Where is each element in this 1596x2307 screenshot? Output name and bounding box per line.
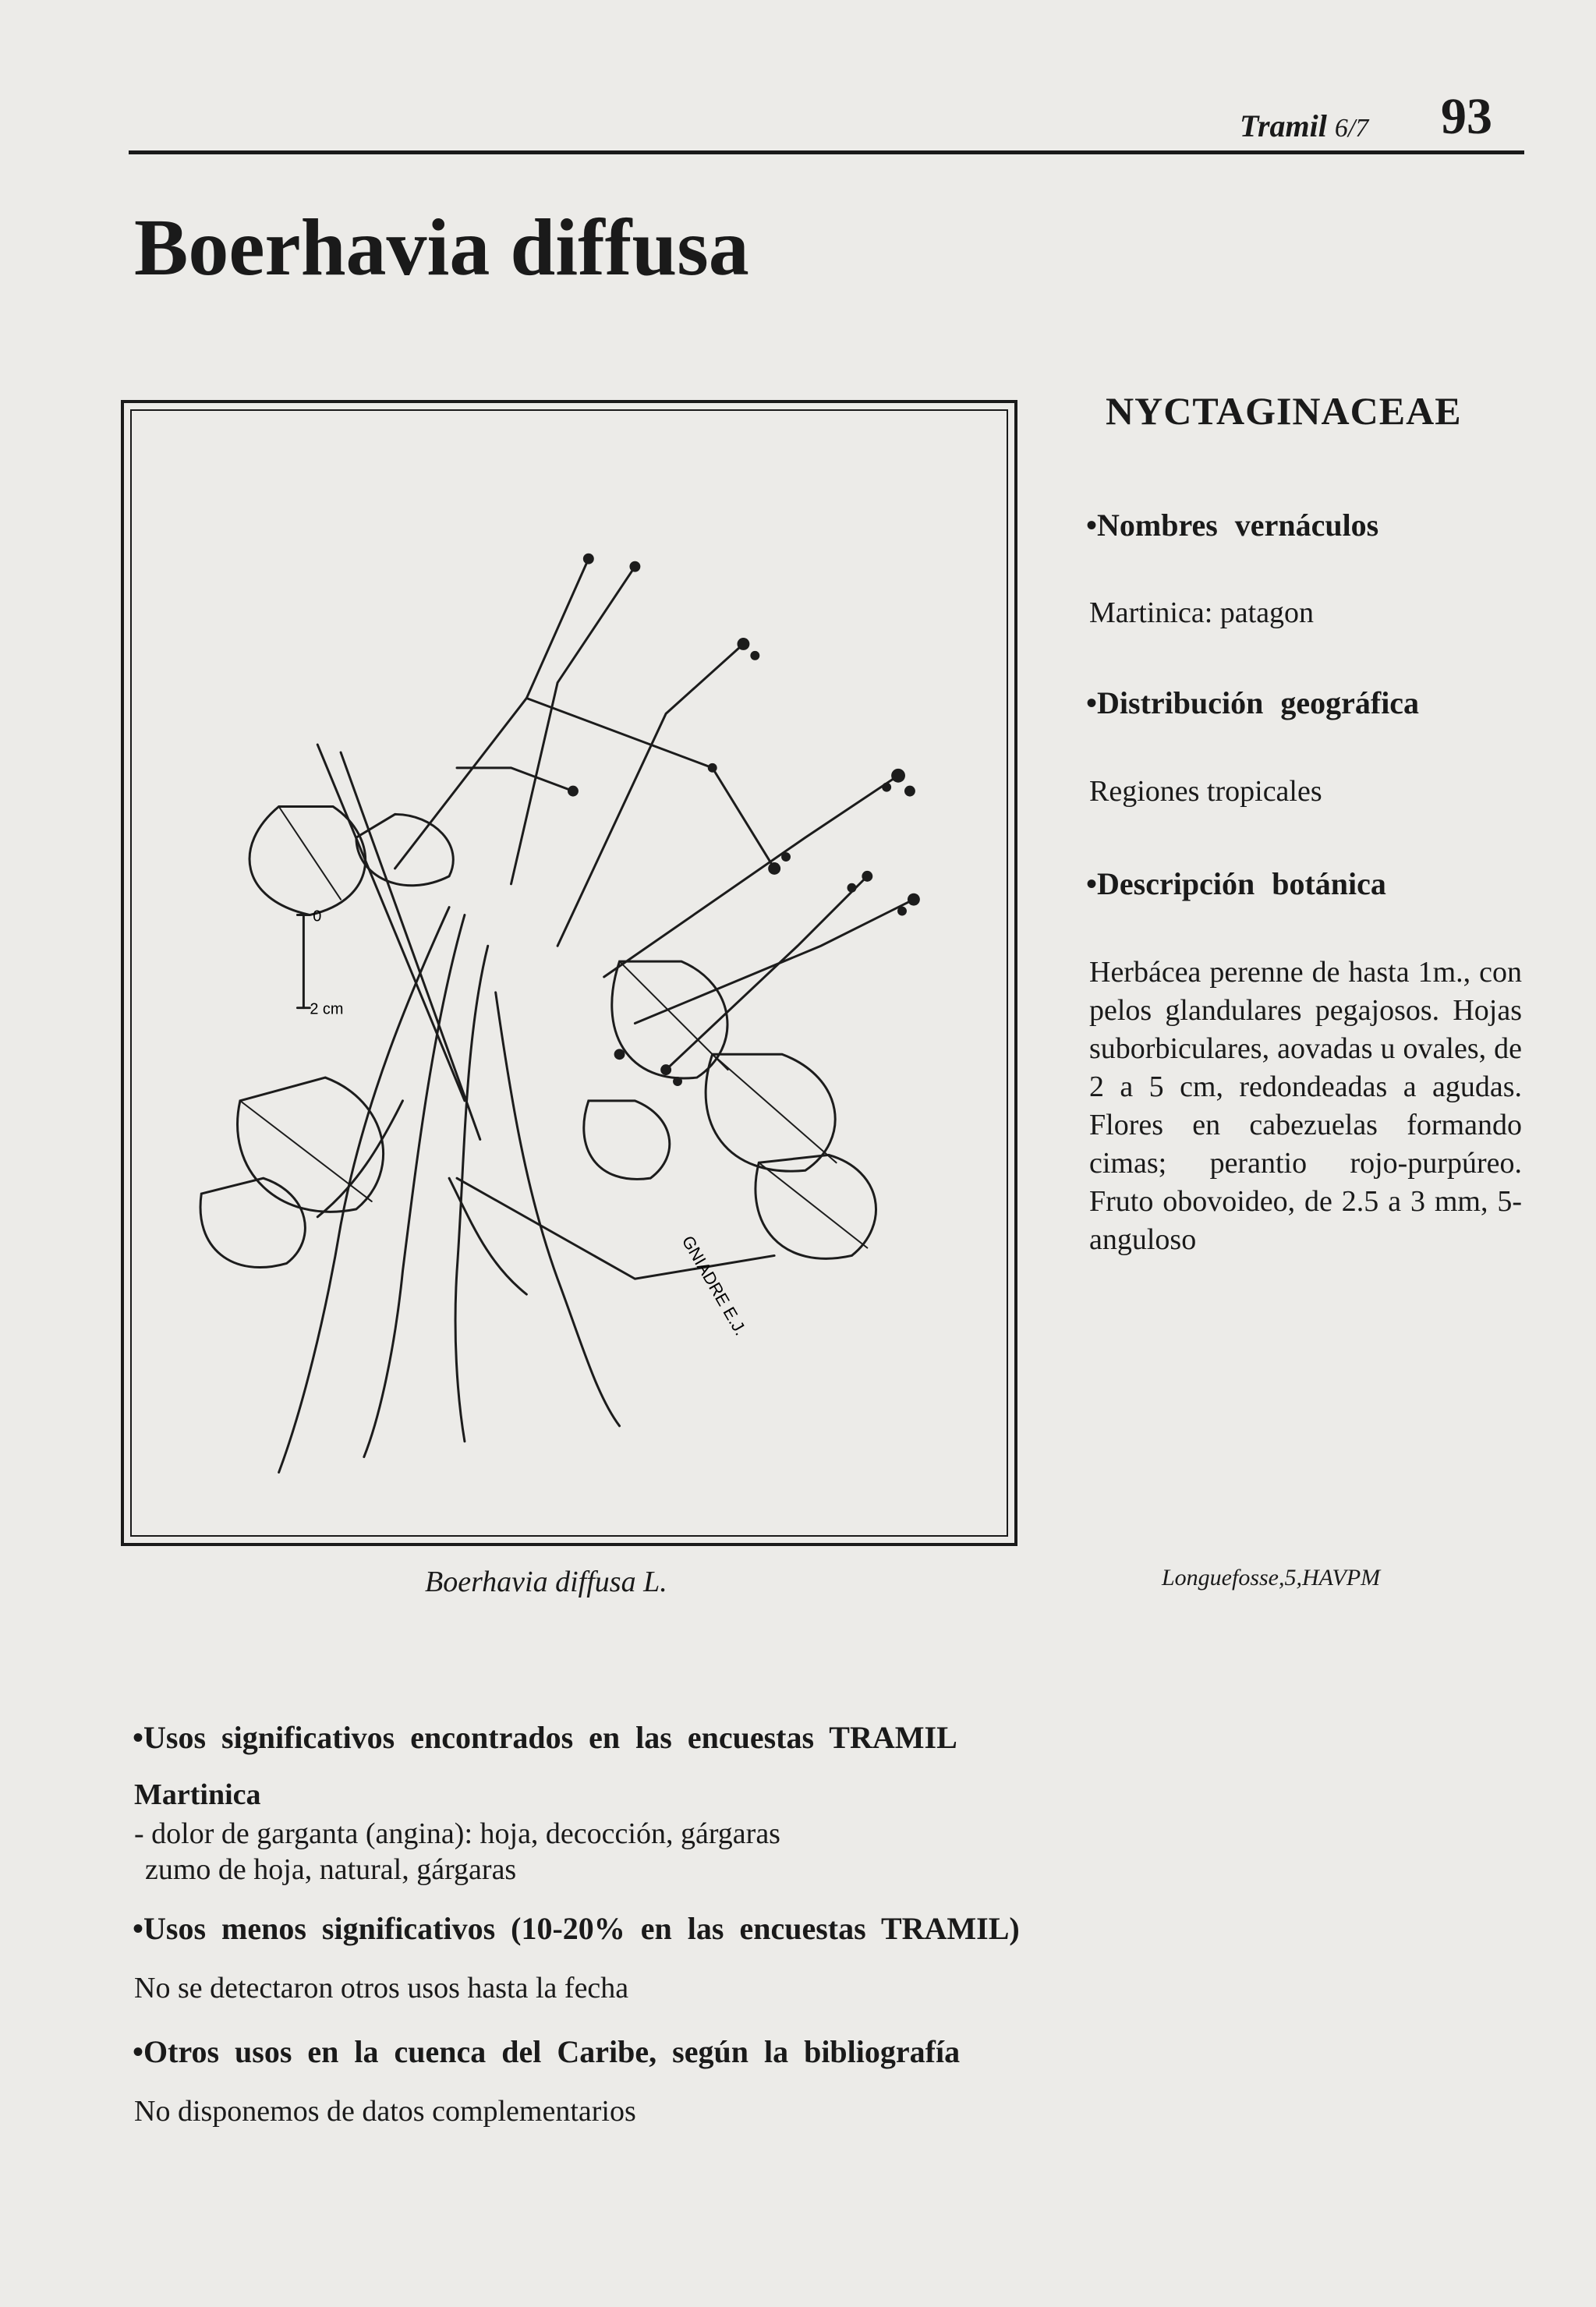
- use-line-2: zumo de hoja, natural, gárgaras: [145, 1853, 517, 1886]
- less-significant-text: No se detectaron otros usos hasta la fecha: [134, 1972, 629, 2004]
- significant-uses-heading: •Usos significativos encontrados en las encuestas TRAMIL: [133, 1720, 957, 1755]
- country-martinica: Martinica: [134, 1778, 261, 1811]
- use-line-1: - dolor de garganta (angina): hoja, decocción, gárgaras: [134, 1817, 780, 1850]
- vernacular-text: Martinica: patagon: [1089, 596, 1315, 629]
- family-name: NYCTAGINACEAE: [1106, 389, 1462, 433]
- illustration-frame: [121, 400, 1017, 1546]
- journal-issue: 6/7: [1334, 114, 1369, 143]
- header-rule: [129, 150, 1524, 154]
- scale-top-label: 0: [313, 908, 322, 925]
- figure-caption: Boerhavia diffusa L.: [425, 1566, 667, 1598]
- vernacular-heading: •Nombres vernáculos: [1086, 508, 1379, 543]
- illustrator-signature: GNIADRE E.J.: [678, 1232, 751, 1339]
- other-uses-text: No disponemos de datos complementarios: [134, 2095, 636, 2128]
- journal-name: Tramil: [1240, 108, 1327, 143]
- journal-header: [1240, 108, 1368, 144]
- distribution-heading: •Distribución geográfica: [1086, 685, 1420, 720]
- other-uses-heading: •Otros usos en la cuenca del Caribe, según la bibliografía: [133, 2034, 961, 2069]
- species-title: Boerhavia diffusa: [134, 203, 749, 292]
- figure-credit: Longuefosse,5,HAVPM: [1162, 1565, 1381, 1590]
- distribution-text: Regiones tropicales: [1089, 775, 1322, 808]
- description-text: Herbácea perenne de hasta 1m., con pelos glandulares pegajosos. Hojas suborbiculares, aovadas u ovales, de 2 a 5 cm, redondeadas a agudas. Flores en cabezuelas formando cimas; perantio rojo-purpúreo. Fruto obovoideo, de 2.5 a 3 mm, 5-anguloso: [1089, 956, 1522, 1256]
- scale-bottom-label: 2 cm: [310, 1000, 344, 1018]
- page-number: 93: [1441, 88, 1492, 145]
- description-heading: •Descripción botánica: [1086, 866, 1386, 901]
- less-significant-heading: •Usos menos significativos (10-20% en las encuestas TRAMIL): [133, 1911, 1020, 1946]
- plant-illustration: [124, 403, 1014, 1543]
